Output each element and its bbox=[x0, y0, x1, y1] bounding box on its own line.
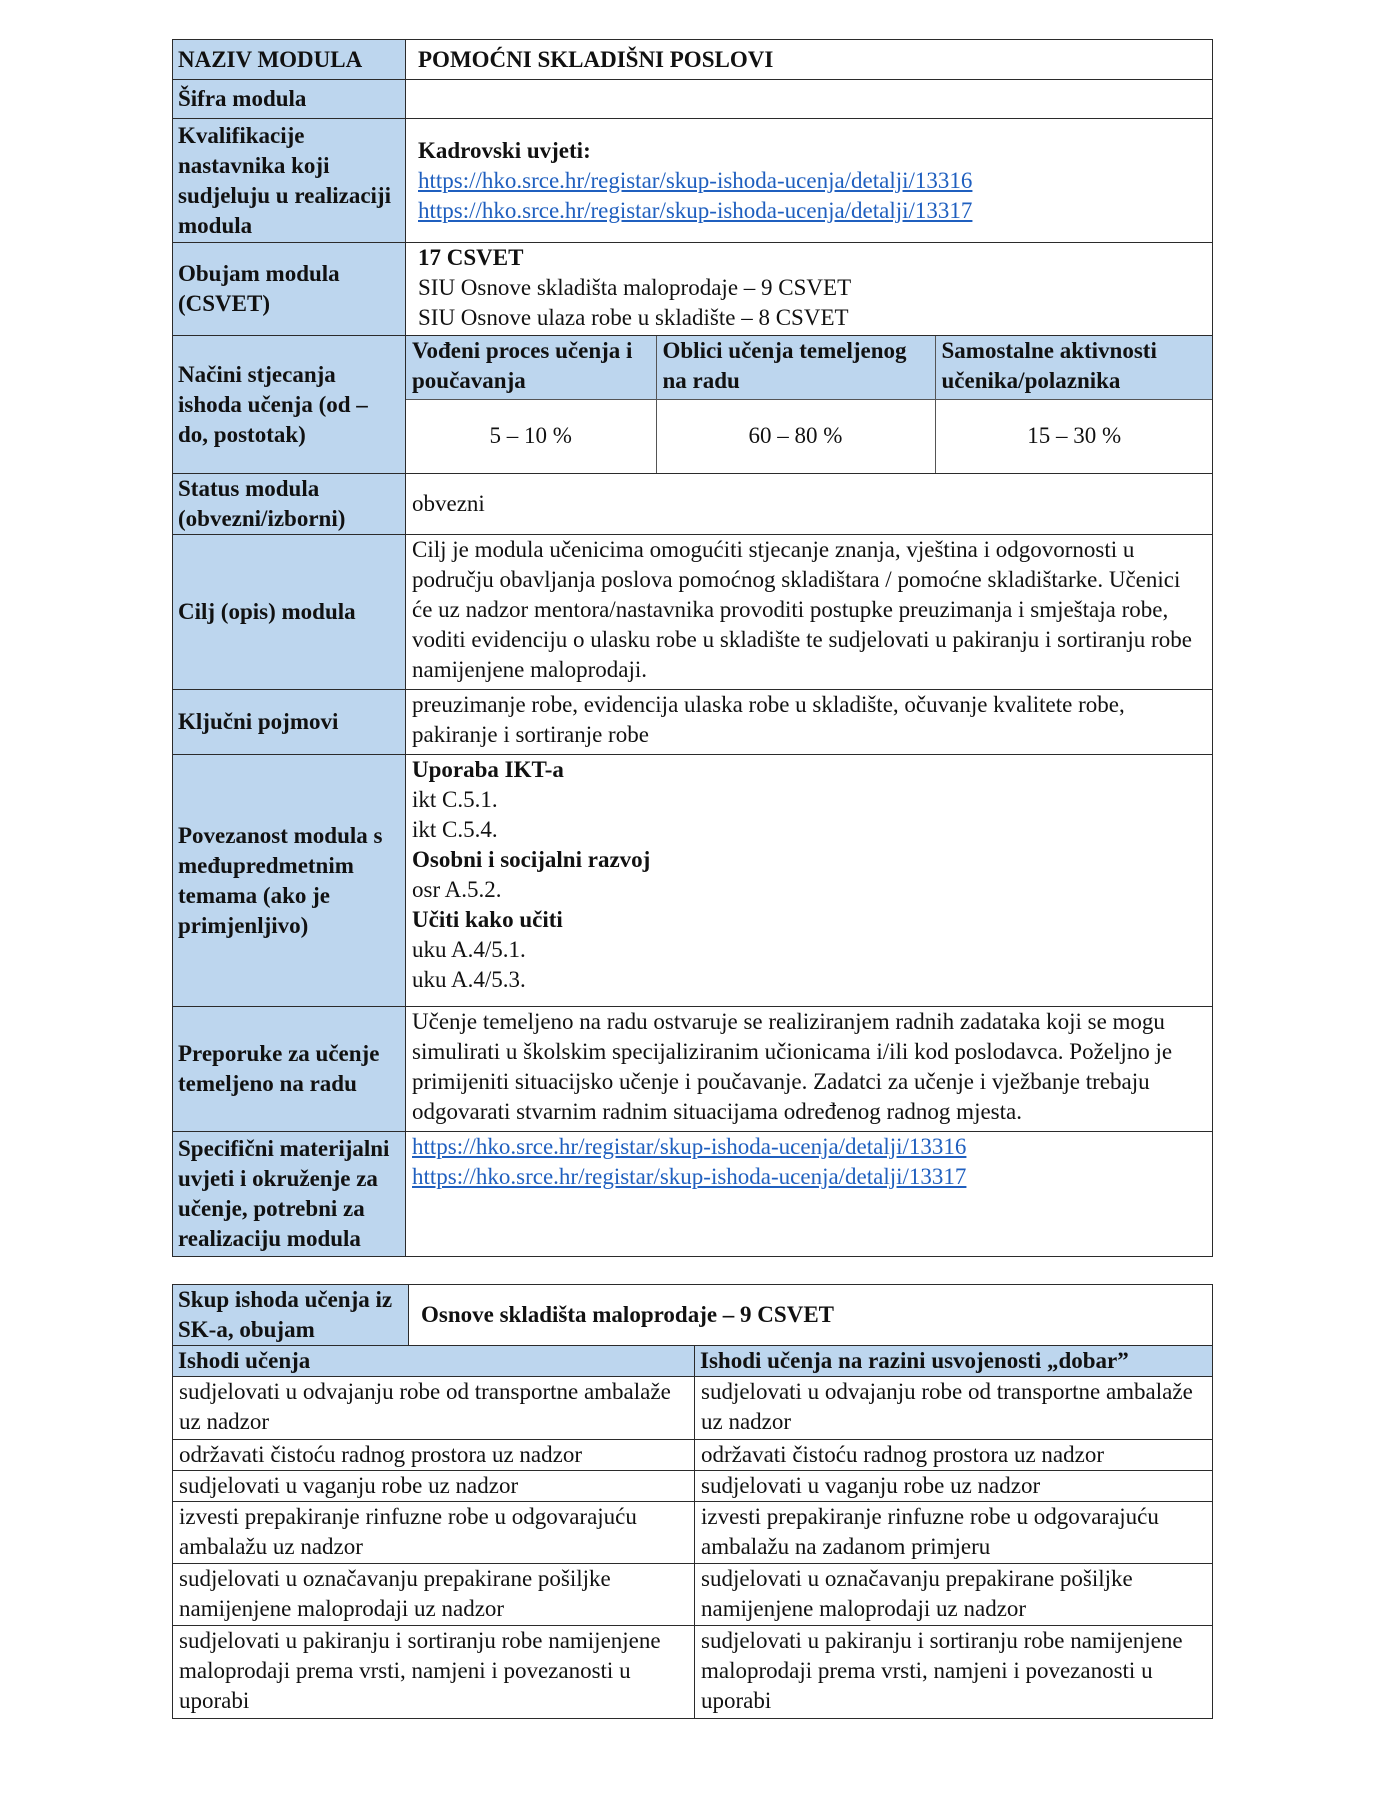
value-povezanost bbox=[406, 755, 1213, 1007]
nacini-header-samostalne: Samostalne aktivnosti učenika/polaznika bbox=[935, 336, 1213, 399]
value-cilj: Cilj je modula učenicima omogućiti stjecanje znanja, vještina i odgovornosti u području obavljanja poslova pomoćnog skladištara / pomoćne skladištarke. Učenici će uz nadzor mentora/nastavnika provoditi postupke preuzimanja i smještaja robe, voditi evidenciju o ulasku robe u skladište te sudjelovati u pakiranju i sortiranju robe namijenjene maloprodaji. bbox=[406, 535, 1213, 690]
outcomes-header-row bbox=[173, 1346, 1213, 1377]
label-skup: Skup ishoda učenja iz SK-a, obujam bbox=[173, 1285, 409, 1346]
kvalifikacije-link-2[interactable]: https://hko.srce.hr/registar/skup-ishoda-ucenja/detalji/13317 bbox=[418, 197, 973, 223]
nacini-header-vodeni: Vođeni proces učenja i poučavanja bbox=[406, 336, 656, 399]
row-obujam bbox=[173, 243, 1213, 336]
row-status bbox=[173, 474, 1213, 535]
value-skup: Osnove skladišta maloprodaje – 9 CSVET bbox=[409, 1285, 1213, 1346]
povezanost-group-1-item-1: ikt C.5.1. bbox=[412, 787, 498, 812]
nacini-header-oblici: Oblici učenja temeljenog na radu bbox=[656, 336, 935, 399]
value-naziv: POMOĆNI SKLADIŠNI POSLOVI bbox=[406, 40, 1213, 80]
povezanost-group-2-item-1: osr A.5.2. bbox=[412, 877, 502, 902]
value-status: obvezni bbox=[406, 474, 1213, 535]
row-naziv bbox=[173, 40, 1213, 80]
value-pojmovi: preuzimanje robe, evidencija ulaska robe u skladište, očuvanje kvalitete robe, pakiranje i sortiranje robe bbox=[406, 690, 1213, 755]
value-uvjeti bbox=[406, 1132, 1213, 1257]
label-povezanost: Povezanost modula s međupredmetnim temama (ako je primjenljivo) bbox=[173, 755, 406, 1007]
outcome-cell: sudjelovati u pakiranju i sortiranju robe namijenjene maloprodaji prema vrsti, namjeni i povezanosti u uporabi bbox=[173, 1626, 695, 1719]
kvalifikacije-link-1[interactable]: https://hko.srce.hr/registar/skup-ishoda-ucenja/detalji/13316 bbox=[418, 167, 973, 193]
uvjeti-link-2[interactable]: https://hko.srce.hr/registar/skup-ishoda-ucenja/detalji/13317 bbox=[412, 1164, 967, 1189]
table-row bbox=[173, 1471, 1213, 1502]
nacini-inner-table bbox=[406, 336, 1213, 473]
row-povezanost bbox=[173, 755, 1213, 1007]
outcome-dobar-cell: izvesti prepakiranje rinfuzne robe u odgovarajuću ambalažu na zadanom primjeru bbox=[695, 1502, 1213, 1564]
table-row bbox=[173, 1564, 1213, 1626]
label-obujam: Obujam modula (CSVET) bbox=[173, 243, 406, 336]
label-cilj: Cilj (opis) modula bbox=[173, 535, 406, 690]
outcome-dobar-cell: sudjelovati u odvajanju robe od transportne ambalaže uz nadzor bbox=[695, 1377, 1213, 1440]
table-row bbox=[173, 1440, 1213, 1471]
outcome-cell: sudjelovati u označavanju prepakirane pošiljke namijenjene maloprodaji uz nadzor bbox=[173, 1564, 695, 1626]
row-pojmovi bbox=[173, 690, 1213, 755]
nacini-value-samostalne: 15 – 30 % bbox=[935, 399, 1213, 473]
outcome-dobar-cell: sudjelovati u vaganju robe uz nadzor bbox=[695, 1471, 1213, 1502]
module-table bbox=[172, 39, 1213, 1257]
outcomes-table bbox=[172, 1284, 1213, 1719]
outcome-cell: održavati čistoću radnog prostora uz nadzor bbox=[173, 1440, 695, 1471]
uvjeti-link-1[interactable]: https://hko.srce.hr/registar/skup-ishoda-ucenja/detalji/13316 bbox=[412, 1134, 967, 1159]
table-row bbox=[173, 1377, 1213, 1440]
nacini-values-row bbox=[406, 399, 1213, 473]
outcome-dobar-cell: sudjelovati u označavanju prepakirane pošiljke namijenjene maloprodaji uz nadzor bbox=[695, 1564, 1213, 1626]
label-naziv: NAZIV MODULA bbox=[173, 40, 406, 80]
label-pojmovi: Ključni pojmovi bbox=[173, 690, 406, 755]
row-sifra bbox=[173, 80, 1213, 119]
header-ishodi-dobar: Ishodi učenja na razini usvojenosti „dobar” bbox=[695, 1346, 1213, 1377]
label-sifra: Šifra modula bbox=[173, 80, 406, 119]
outcome-dobar-cell: sudjelovati u pakiranju i sortiranju robe namijenjene maloprodaji prema vrsti, namjeni i povezanosti u uporabi bbox=[695, 1626, 1213, 1719]
kadrovski-heading: Kadrovski uvjeti: bbox=[418, 137, 591, 163]
row-preporuke bbox=[173, 1007, 1213, 1132]
value-sifra bbox=[406, 80, 1213, 119]
value-preporuke: Učenje temeljeno na radu ostvaruje se realiziranjem radnih zadataka koji se mogu simulirati u školskim specijaliziranim učionicama i/ili kod poslodavca. Poželjno je primijeniti situacijsko učenje i poučavanje. Zadatci za učenje i vježbanje trebaju odgovarati stvarnim radnim situacijama određenog radnog mjesta. bbox=[406, 1007, 1213, 1132]
table-row bbox=[173, 1626, 1213, 1719]
row-skup bbox=[173, 1285, 1213, 1346]
outcome-cell: sudjelovati u odvajanju robe od transportne ambalaže uz nadzor bbox=[173, 1377, 695, 1440]
header-ishodi: Ishodi učenja bbox=[173, 1346, 695, 1377]
label-uvjeti: Specifični materijalni uvjeti i okruženje za učenje, potrebni za realizaciju modula bbox=[173, 1132, 406, 1257]
obujam-item-2: SIU Osnove ulaza robe u skladište – 8 CSVET bbox=[418, 305, 849, 330]
povezanost-group-3-title: Učiti kako učiti bbox=[412, 907, 563, 932]
nacini-value-oblici: 60 – 80 % bbox=[656, 399, 935, 473]
value-nacini bbox=[406, 336, 1213, 474]
value-obujam bbox=[406, 243, 1213, 336]
nacini-header-row bbox=[406, 336, 1213, 399]
label-kvalifikacije: Kvalifikacije nastavnika koji sudjeluju u realizaciji modula bbox=[173, 119, 406, 243]
row-uvjeti bbox=[173, 1132, 1213, 1257]
row-nacini bbox=[173, 336, 1213, 474]
povezanost-group-1-item-2: ikt C.5.4. bbox=[412, 817, 498, 842]
label-preporuke: Preporuke za učenje temeljeno na radu bbox=[173, 1007, 406, 1132]
obujam-item-1: SIU Osnove skladišta maloprodaje – 9 CSVET bbox=[418, 275, 852, 300]
table-row bbox=[173, 1502, 1213, 1564]
label-status: Status modula (obvezni/izborni) bbox=[173, 474, 406, 535]
outcome-cell: izvesti prepakiranje rinfuzne robe u odgovarajuću ambalažu uz nadzor bbox=[173, 1502, 695, 1564]
nacini-value-vodeni: 5 – 10 % bbox=[406, 399, 656, 473]
row-cilj bbox=[173, 535, 1213, 690]
outcome-cell: sudjelovati u vaganju robe uz nadzor bbox=[173, 1471, 695, 1502]
value-kvalifikacije bbox=[406, 119, 1213, 243]
povezanost-group-2-title: Osobni i socijalni razvoj bbox=[412, 847, 651, 872]
row-kvalifikacije bbox=[173, 119, 1213, 243]
label-nacini: Načini stjecanja ishoda učenja (od – do, postotak) bbox=[173, 336, 406, 474]
povezanost-group-1-title: Uporaba IKT-a bbox=[412, 757, 564, 782]
povezanost-group-3-item-2: uku A.4/5.3. bbox=[412, 967, 526, 992]
outcome-dobar-cell: održavati čistoću radnog prostora uz nadzor bbox=[695, 1440, 1213, 1471]
obujam-total: 17 CSVET bbox=[418, 245, 524, 270]
povezanost-group-3-item-1: uku A.4/5.1. bbox=[412, 937, 526, 962]
